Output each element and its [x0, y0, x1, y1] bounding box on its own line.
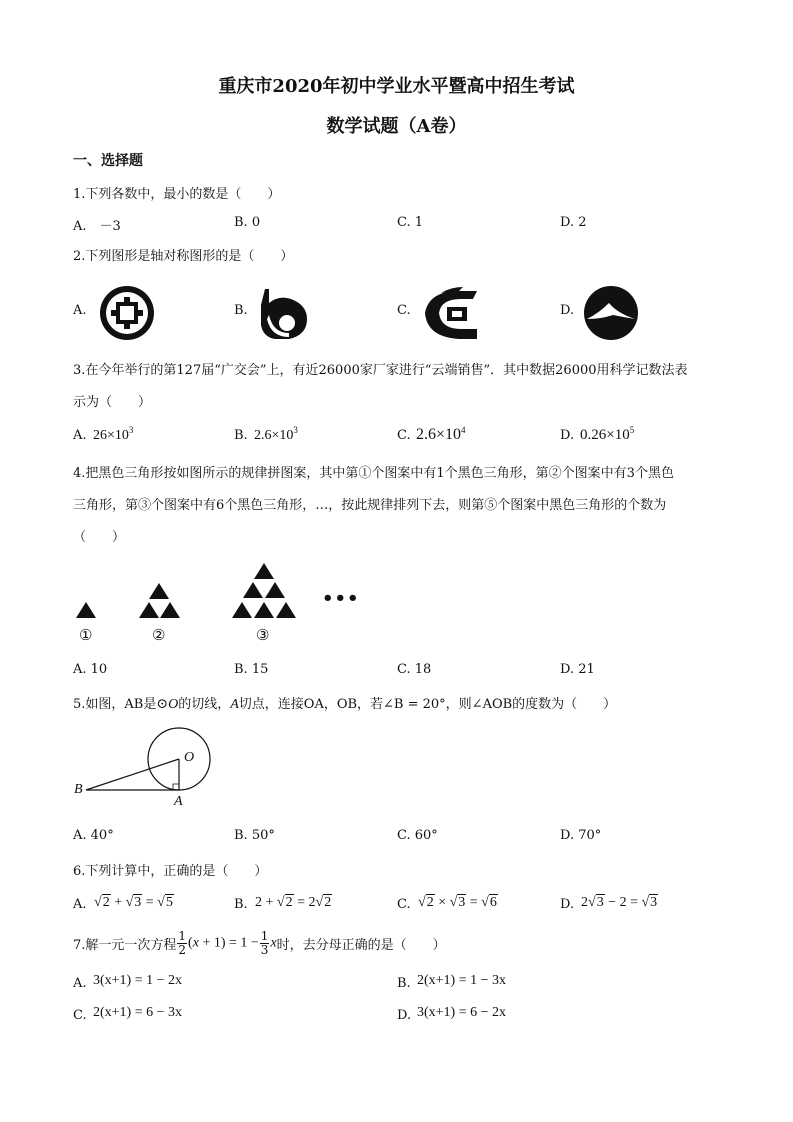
q6-label-b: B. [234, 897, 248, 912]
q4-stem-line2: 三角形，第③个图案中有6个黑色三角形，…，按此规律排列下去，则第⑤个图案中黑色三角形的个数为 [73, 498, 667, 513]
q1-option-c: C. 1 [397, 215, 424, 230]
q4-option-c: C. 18 [397, 662, 432, 677]
q5-option-b: B. 50° [234, 828, 275, 843]
pattern3-label: ③ [256, 626, 270, 644]
q5-option-a: A. 40° [73, 828, 114, 843]
q3-option-a: $26\times 10^3$ [93, 425, 134, 443]
q7-label-b: B. [397, 976, 411, 991]
q3-label-d: D. [560, 428, 575, 443]
q5-option-c: C. 60° [397, 828, 438, 843]
q7-option-c: 2(x+1) = 6 − 3x [93, 1005, 183, 1020]
q6-label-c: C. [397, 897, 411, 912]
q4-stem-line3: （ ） [73, 530, 126, 545]
logo-c-icon [419, 285, 481, 341]
q2-label-b: B. [234, 303, 248, 318]
q3-stem-line1: 3.在今年举行的第127届“广交会”上，有近26000家厂家进行“云端销售”．其中数据26000用科学记数法表 [73, 363, 688, 378]
exam-subtitle: 数学试题（A卷） [326, 116, 467, 137]
q1-stem: 1.下列各数中，最小的数是（ ） [73, 187, 281, 202]
q7-option-a: 3(x+1) = 1 − 2x [93, 973, 183, 988]
q7-option-d: 3(x+1) = 6 − 2x [417, 1005, 507, 1020]
q7-label-d: D. [397, 1008, 412, 1023]
q1-option-a: A. －3 [73, 219, 121, 234]
q2-label-a: A. [73, 303, 87, 318]
pattern3-triangle [243, 582, 263, 598]
q3-option-d: $0.26\times 10^5$ [580, 425, 635, 443]
pattern2-label: ② [152, 626, 166, 644]
q2-stem: 2.下列图形是轴对称图形的是（ ） [73, 249, 294, 264]
pattern3-triangle [265, 582, 285, 598]
logo-d-icon [583, 285, 639, 341]
pattern2-triangle [139, 602, 159, 618]
q1-option-d: D. 2 [560, 215, 587, 230]
q7-stem: 7.解一元一次方程 $\frac{1}{2}$ (x + 1) = 1 − $\frac{1}{3}$ x时，去分母正确的是（ ） [73, 929, 446, 957]
q4-option-b: B. 15 [234, 662, 269, 677]
q3-label-c: C. [397, 428, 411, 443]
q7-label-c: C. [73, 1008, 87, 1023]
q2-label-d: D. [560, 303, 575, 318]
q6-option-d: 2√3 − 2 = √3 [581, 895, 658, 910]
pattern1-triangle [76, 602, 96, 618]
pattern3-triangle [254, 602, 274, 618]
q4-option-a: A. 10 [73, 662, 108, 677]
q7-option-b: 2(x+1) = 1 − 3x [417, 973, 507, 988]
q5-stem: 5.如图，AB是⊙O的切线，A切点，连接OA，OB，若∠B = 20°，则∠AOB的度数为（ ） [73, 697, 617, 712]
q3-stem-line2: 示为（ ） [73, 395, 152, 410]
label-a: A [174, 794, 183, 809]
q7-label-a: A. [73, 976, 87, 991]
q6-option-c: √2 × √3 = √6 [418, 895, 497, 910]
q4-option-d: D. 21 [560, 662, 595, 677]
q6-option-a: √2 + √3 = √5 [94, 895, 173, 910]
pattern3-triangle [254, 563, 274, 579]
label-o: O [184, 750, 195, 765]
q3-option-b: $2.6\times 10^3$ [254, 425, 298, 443]
logo-b-icon [255, 285, 313, 341]
pattern2-triangle [160, 602, 180, 618]
q3-label-a: A. [73, 428, 87, 443]
logo-coin-icon [99, 285, 155, 341]
q1-option-b: B. 0 [234, 215, 261, 230]
q6-option-b: 2 + √2 = 2√2 [255, 895, 332, 910]
section-heading: 一、选择题 [73, 153, 143, 169]
pattern2-triangle [149, 583, 169, 599]
exam-title: 重庆市2020年初中学业水平暨高中招生考试 [218, 76, 575, 97]
q3-label-b: B. [234, 428, 248, 443]
label-b: B [74, 782, 83, 797]
triangle-patterns-figure [70, 558, 360, 624]
pattern1-label: ① [79, 626, 93, 644]
q6-label-d: D. [560, 897, 575, 912]
q5-option-d: D. 70° [560, 828, 602, 843]
q3-option-c: $2.6\times 10^4$ [416, 425, 466, 443]
continuation-dots: ••• [322, 588, 360, 609]
q5-circle-figure [70, 722, 220, 812]
q6-label-a: A. [73, 897, 87, 912]
q6-stem: 6.下列计算中，正确的是（ ） [73, 864, 268, 879]
pattern3-triangle [276, 602, 296, 618]
pattern3-triangle [232, 602, 252, 618]
q2-label-c: C. [397, 303, 411, 318]
q4-stem-line1: 4.把黑色三角形按如图所示的规律拼图案，其中第①个图案中有1个黑色三角形，第②个图案中有3个黑色 [73, 466, 674, 481]
